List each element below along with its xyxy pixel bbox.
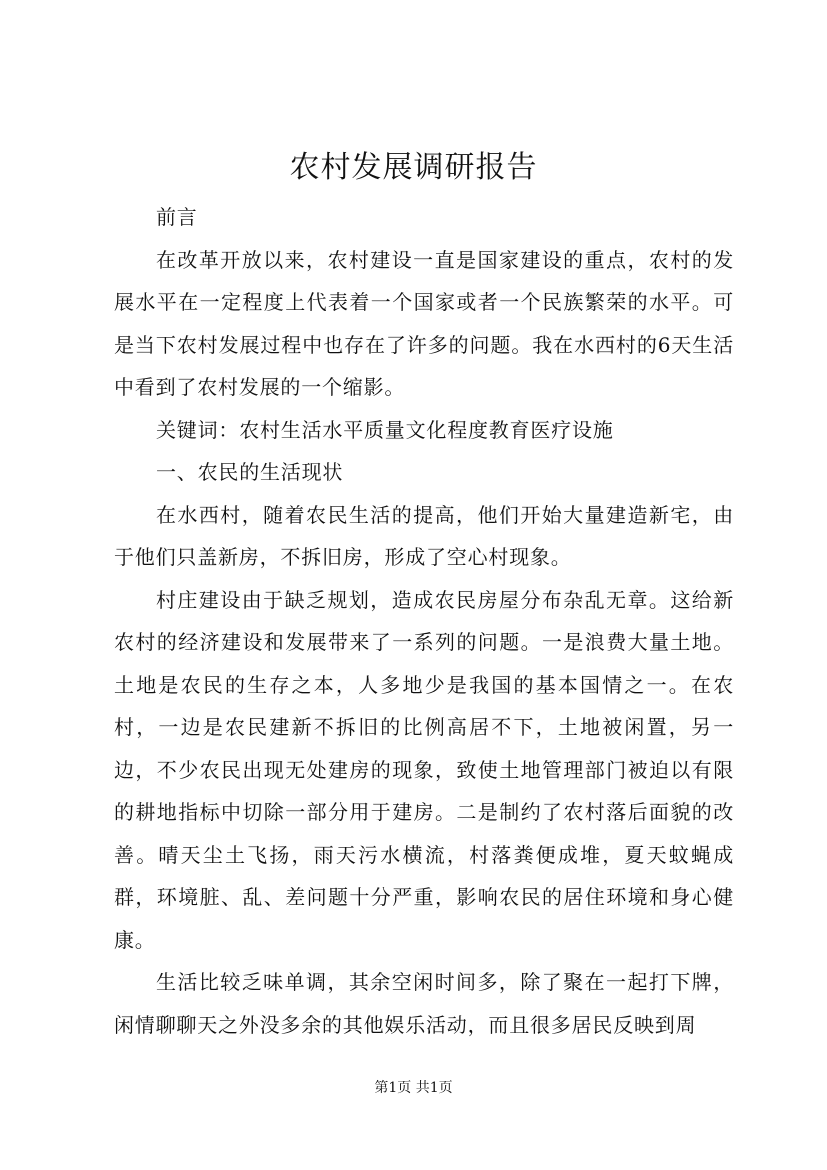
document-body: [114, 196, 734, 1046]
paragraph-village-planning: 村庄建设由于缺乏规划，造成农民房屋分布杂乱无章。这给新农村的经济建设和发展带来了一系列的问题。一是浪费大量土地。土地是农民的生存之本，人多地少是我国的基本国情之一。在农村，一边是农民建新不拆旧的比例高居不下，土地被闲置，另一边，不少农民出现无处建房的现象，致使土地管理部门被迫以有限的耕地指标中切除一部分用于建房。二是制约了农村落后面貌的改善。晴天尘土飞扬，雨天污水横流，村落粪便成堆，夏天蚊蝇成群，环境脏、乱、差问题十分严重，影响农民的居住环境和身心健康。: [114, 587, 734, 952]
page-footer: 第1页 共1页: [374, 1080, 453, 1096]
paragraph-preface-heading: 前言: [156, 205, 198, 229]
section-heading-living-status: 一、农民的生活现状: [156, 460, 344, 484]
paragraph-new-houses: 在水西村，随着农民生活的提高，他们开始大量建造新宅，由于他们只盖新房，不拆旧房，形成了空心村现象。: [114, 502, 734, 569]
paragraph-leisure-life: 生活比较乏味单调，其余空闲时间多，除了聚在一起打下牌，闲情聊聊天之外没多余的其他娱乐活动，而且很多居民反映到周: [114, 970, 734, 1037]
paragraph-introduction: 在改革开放以来，农村建设一直是国家建设的重点，农村的发展水平在一定程度上代表着一个国家或者一个民族繁荣的水平。可是当下农村发展过程中也存在了许多的问题。我在水西村的6天生活中看到了农村发展的一个缩影。: [114, 247, 734, 399]
paragraph-keywords: 关键词：农村生活水平质量文化程度教育医疗设施: [156, 417, 614, 442]
document-title: 农村发展调研报告: [289, 150, 538, 185]
